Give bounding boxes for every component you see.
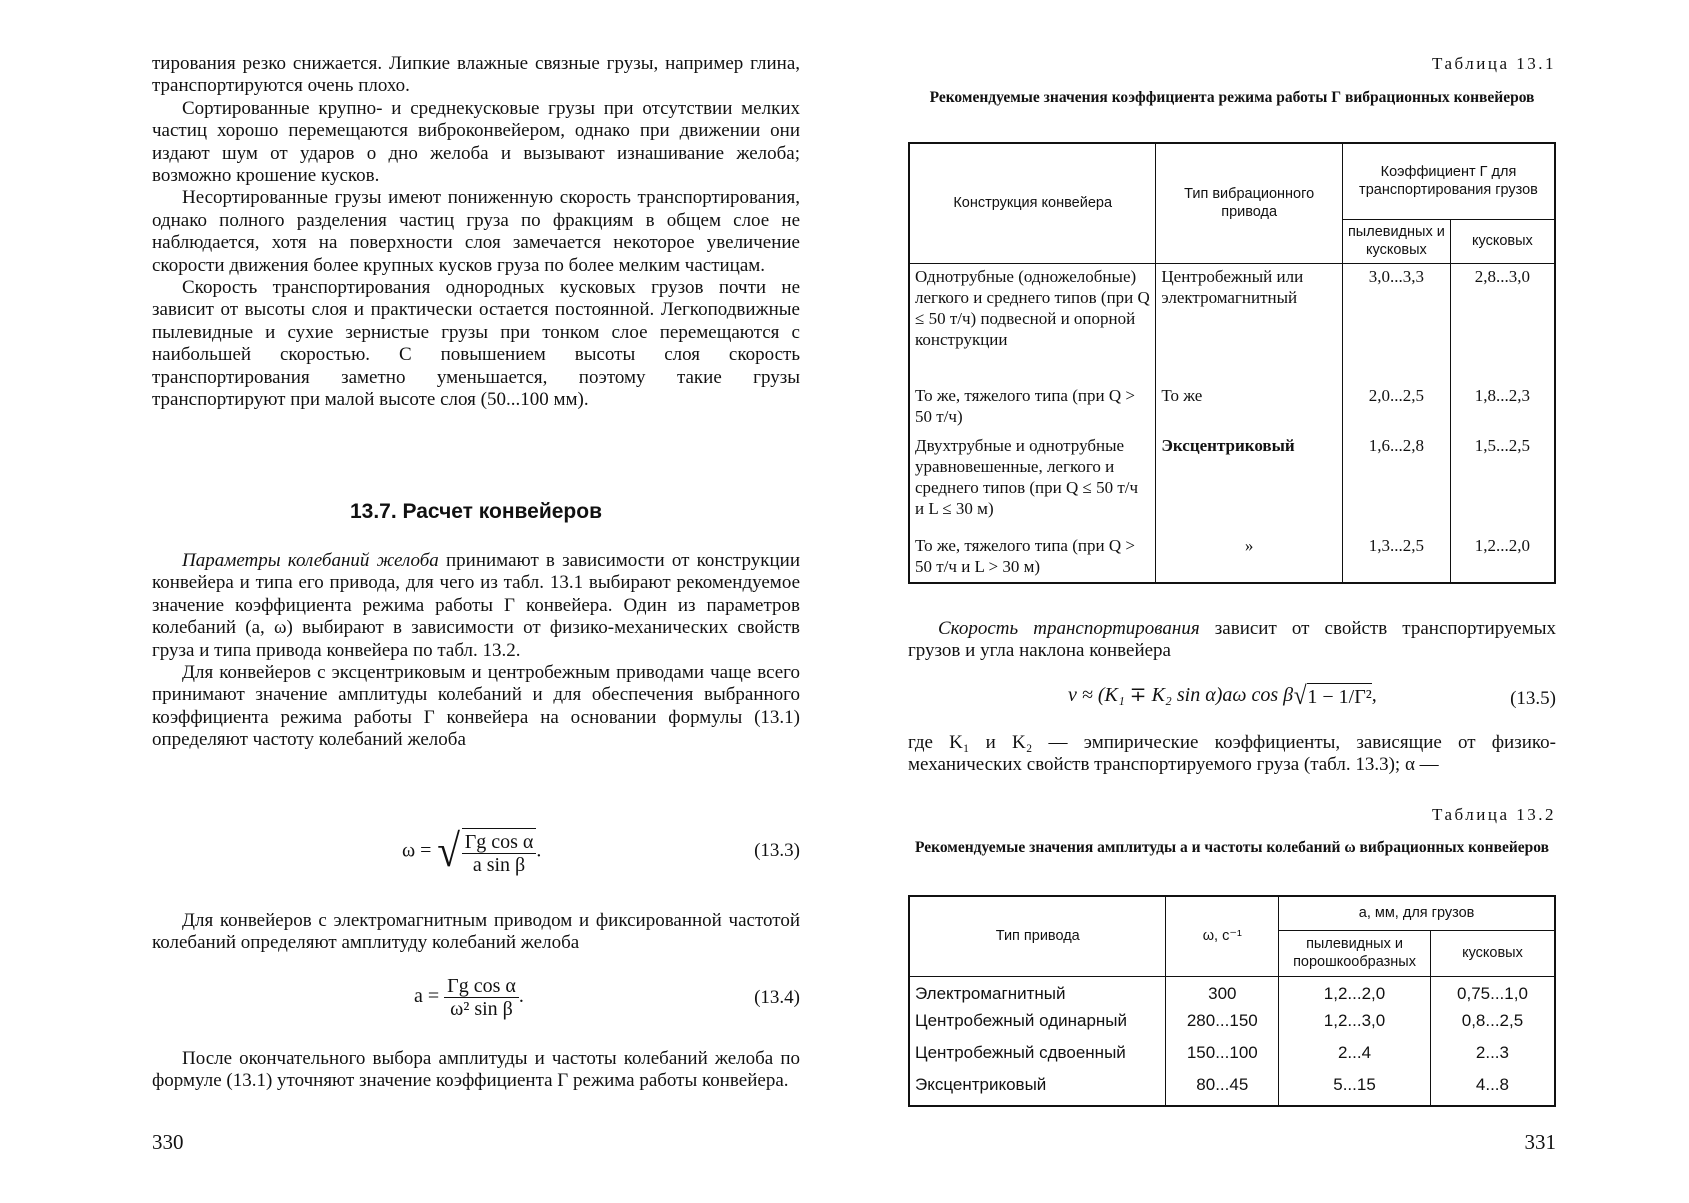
column-header: пылевидных и кусковых (1342, 219, 1450, 263)
paragraph: После окончательного выбора амплитуды и частоты колебаний желоба по формуле (13.1) уточняют значение коэффициента Г режима работы конвейера. (152, 1048, 800, 1092)
cell-dusty: 1,2...2,0 (1279, 976, 1431, 1008)
table-label: Таблица 13.1 (1432, 54, 1556, 73)
formula-root: 1 − 1/Г² (1307, 683, 1371, 709)
cell-construction: Однотрубные (одножелобные) легкого и среднего типов (при Q ≤ 50 т/ч) подвесной и опорной конструкции (909, 263, 1156, 383)
formula-13-3: ω = √ $\frac{\text{Гg cos α}}{\text{a sin β}}$ . (13.3) (402, 825, 800, 876)
paragraph: Сортированные крупно- и среднекусковые грузы при отсутствии мелких частиц хорошо перемещаются виброконвейером, однако при движении они издают шум от ударов о дно желоба и вызывают изнашивание желоба; возможно крошение кусков. (152, 97, 800, 187)
cell-drive: То же (1156, 383, 1343, 433)
paragraph: Для конвейеров с электромагнитным приводом и фиксированной частотой колебаний определяют амплитуду колебаний желоба (152, 910, 800, 954)
page-number: 331 (1524, 1130, 1556, 1154)
cell-drive: Эксцентриковый (1156, 433, 1343, 533)
cell-drive: Электромагнитный (909, 976, 1166, 1008)
table-13-1 (908, 142, 1556, 584)
square-root: √ $\frac{\text{Гg cos α}}{\text{a sin β}}$ (436, 828, 536, 876)
cell-dusty: 1,6...2,8 (1342, 433, 1450, 533)
cell-lumpy: 0,75...1,0 (1430, 976, 1555, 1008)
cell-lumpy: 1,5...2,5 (1450, 433, 1555, 533)
cell-omega: 150...100 (1166, 1040, 1279, 1072)
table-row (909, 263, 1555, 383)
formula-number: (13.3) (754, 840, 800, 861)
square-root: √ 1 − 1/Г² (1293, 681, 1372, 711)
column-header: Тип привода (909, 896, 1166, 976)
cell-construction: То же, тяжелого типа (при Q > 50 т/ч и L > 30 м) (909, 533, 1156, 583)
table-row (909, 1040, 1555, 1072)
table-row (909, 976, 1555, 1008)
cell-omega: 300 (1166, 976, 1279, 1008)
column-header: a, мм, для грузов (1279, 896, 1555, 930)
column-header: Конструкция конвейера (909, 143, 1156, 263)
table-title: Рекомендуемые значения коэффициента режима работы Г вибрационных конвейеров (929, 89, 1535, 106)
cell-dusty: 1,2...3,0 (1279, 1008, 1431, 1040)
cell-dusty: 2,0...2,5 (1342, 383, 1450, 433)
cell-lumpy: 4...8 (1430, 1072, 1555, 1106)
formula-lhs: a = (414, 985, 440, 1008)
italic-term: Скорость транспортирования (938, 618, 1200, 639)
italic-term: Параметры колебаний желоба (182, 550, 439, 571)
paragraph: где K₁ и K₂ — эмпирические коэффициенты, зависящие от физико-механических свойств транспортируемого груза (табл. 13.3); α — (908, 732, 1556, 776)
column-header: кусковых (1450, 219, 1555, 263)
table-row (909, 433, 1555, 533)
cell-construction: Двухтрубные и однотрубные уравновешенные, легкого и среднего типов (при Q ≤ 50 т/ч и L ≤ 30 м) (909, 433, 1156, 533)
cell-dusty: 1,3...2,5 (1342, 533, 1450, 583)
column-header: Тип вибрационного привода (1156, 143, 1343, 263)
formula-number: (13.5) (1510, 688, 1556, 709)
cell-lumpy: 0,8...2,5 (1430, 1008, 1555, 1040)
formula-denominator: ω² sin β (450, 998, 513, 1020)
column-header: ω, с⁻¹ (1166, 896, 1279, 976)
cell-lumpy: 1,2...2,0 (1450, 533, 1555, 583)
column-header: Коэффициент Г для транспортирования грузов (1342, 143, 1555, 219)
table-row (909, 1072, 1555, 1106)
cell-omega: 80...45 (1166, 1072, 1279, 1106)
paragraph: Скорость транспортирования однородных кусковых грузов почти не зависит от высоты слоя и практически остается постоянной. Легкоподвижные пылевидные и сухие зернистые грузы при тонком слое перемещаются с наибольшей скоростью. С повышением высоты слоя скорость транспортирования заметно уменьшается, поэтому такие грузы транспортируют при малой высоте слоя (50...100 мм). (152, 277, 800, 411)
formula-number: (13.4) (754, 987, 800, 1008)
cell-lumpy: 2,8...3,0 (1450, 263, 1555, 383)
cell-lumpy: 2...3 (1430, 1040, 1555, 1072)
formula-expression: v ≈ (K₁ ∓ K₂ sin α)aω cos β (1068, 684, 1294, 706)
paragraph: Для конвейеров с эксцентриковым и центробежным приводами чаще всего принимают значение амплитуды колебаний и для обеспечения выбранного коэффициента режима работы Г конвейера на основании формулы (13.1) определяют частоту колебаний желоба (152, 662, 800, 751)
cell-drive: Центробежный сдвоенный (909, 1040, 1166, 1072)
formula-tail: , (1371, 684, 1377, 706)
cell-drive: Эксцентриковый (909, 1072, 1166, 1106)
table-row (909, 383, 1555, 433)
paragraph-text: принимают в зависимости от конструкции конвейера и типа его привода, для чего из табл. 13.1 выбирают рекомендуемое значение коэффициента режима работы Г конвейера. Один из параметров колебаний (a, ω) выбирают в зависимости от физико-механических свойств груза и типа привода конвейера по табл. 13.2. (152, 550, 800, 661)
paragraph: Несортированные грузы имеют пониженную скорость транспортирования, однако полного разделения частиц груза по фракциям в общем слое не наблюдается, хотя на поверхности слоя замечается некоторое увеличение скорости движения более крупных кусков груза по более мелким частицам. (152, 187, 800, 276)
formula-13-5 (908, 682, 1556, 722)
cell-omega: 280...150 (1166, 1008, 1279, 1040)
paragraph (908, 618, 1556, 663)
table-label: Таблица 13.2 (1432, 805, 1556, 824)
formula-numerator: Гg cos α (444, 975, 519, 998)
table-13-2 (908, 895, 1556, 1107)
column-header: кусковых (1430, 930, 1555, 976)
cell-dusty: 3,0...3,3 (1342, 263, 1450, 383)
formula-denominator: a sin β (472, 854, 526, 876)
formula-numerator: Гg cos α (462, 831, 537, 854)
cell-drive: » (1156, 533, 1343, 583)
paragraph-text: зависит от свойств транспортируемых грузов и угла наклона конвейера (908, 618, 1556, 662)
paragraph (152, 550, 800, 662)
cell-lumpy: 1,8...2,3 (1450, 383, 1555, 433)
table-title: Рекомендуемые значения амплитуды a и частоты колебаний ω вибрационных конвейеров (914, 839, 1549, 856)
paragraph: тирования резко снижается. Липкие влажные связные грузы, например глина, транспортируются очень плохо. (152, 53, 800, 97)
cell-drive: Центробежный или электромагнитный (1156, 263, 1343, 383)
cell-construction: То же, тяжелого типа (при Q > 50 т/ч) (909, 383, 1156, 433)
cell-dusty: 5...15 (1279, 1072, 1431, 1106)
section-heading: 13.7. Расчет конвейеров (349, 500, 602, 523)
column-header: пылевидных и порошкообразных (1279, 930, 1431, 976)
formula-13-4: a = $\frac{\text{Гg cos α}}{\text{ω² sin β}}$ . (13.4) (414, 975, 800, 1020)
table-row (909, 533, 1555, 583)
formula-lhs: ω = (402, 839, 432, 862)
cell-dusty: 2...4 (1279, 1040, 1431, 1072)
table-row (909, 1008, 1555, 1040)
page-number: 330 (152, 1130, 184, 1154)
cell-drive: Центробежный одинарный (909, 1008, 1166, 1040)
